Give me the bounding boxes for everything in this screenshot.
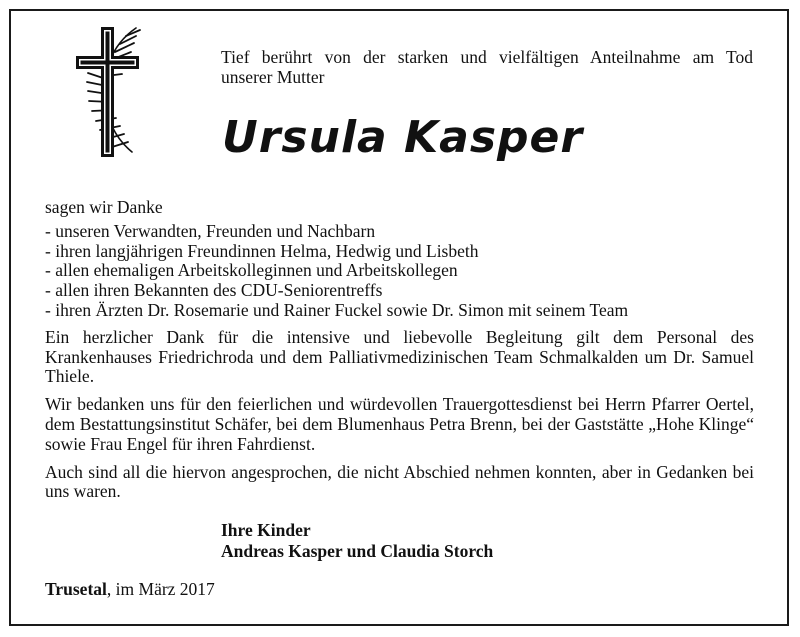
deceased-name: Ursula Kasper [222, 112, 584, 163]
list-item: - unseren Verwandten, Freunden und Nachbarn [45, 220, 376, 241]
signature-line-1: Ihre Kinder [221, 520, 311, 540]
thanks-list [45, 222, 754, 321]
intro-text [221, 47, 753, 87]
cross-with-palm-branch-icon [70, 24, 142, 160]
paragraph-absent: Auch sind all die hiervon angesprochen, die nicht Abschied nehmen konnten, aber in Gedanken bei uns waren. [45, 461, 754, 502]
place-name: Trusetal [45, 579, 107, 599]
list-item: - allen ehemaligen Arbeitskolleginnen und Arbeitskollegen [45, 260, 458, 281]
paragraph-hospital: Ein herzlicher Dank für die intensive und liebevolle Begleitung gilt dem Personal des Krankenhauses Friedrichroda und dem Palliativmedizinischen Team Schmalkalden um Dr. Samuel Thiele. [45, 326, 754, 387]
intro-line-2: unserer Mutter [221, 67, 325, 87]
intro-line-1: Tief berührt von der starken und vielfältigen Anteilnahme am Tod [221, 47, 753, 67]
list-item: - ihren Ärzten Dr. Rosemarie und Rainer Fuckel sowie Dr. Simon mit seinem Team [45, 299, 629, 320]
signature-line-2: Andreas Kasper und Claudia Storch [221, 541, 494, 561]
date-text: , im März 2017 [106, 579, 215, 599]
list-item: - ihren langjährigen Freundinnen Helma, Hedwig und Lisbeth [45, 240, 479, 261]
list-item: - allen ihren Bekannten des CDU-Seniorentreffs [45, 280, 383, 301]
paragraph-funeral: Wir bedanken uns für den feierlichen und würdevollen Trauergottesdienst bei Herrn Pfarrer Oertel, dem Bestattungsinstitut Schäfer, bei dem Blumenhaus Petra Brenn, bei der Gaststätte „Hohe Klinge“ sowie Frau Engel für ihren Fahrdienst. [45, 394, 754, 454]
signature [221, 520, 493, 562]
thanks-intro: sagen wir Danke [45, 197, 163, 217]
thanks-body [45, 198, 754, 510]
place-date [45, 579, 215, 600]
